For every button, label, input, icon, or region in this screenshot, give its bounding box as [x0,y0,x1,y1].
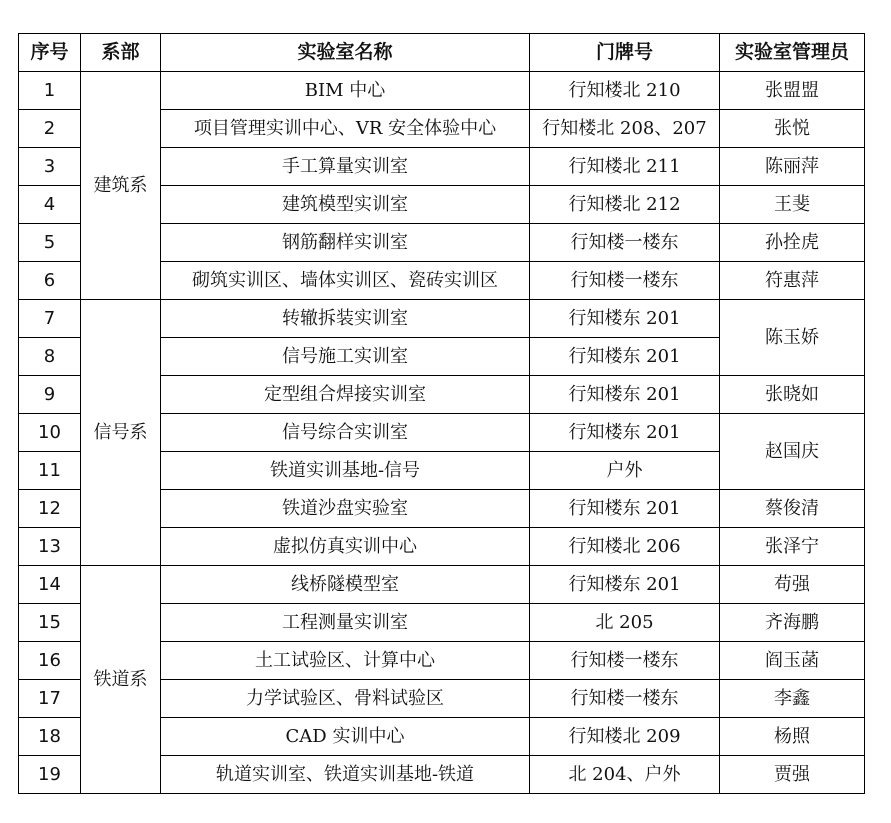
table-row [19,566,865,604]
lab-name-cell: 转辙拆装实训室 [161,300,530,338]
room-cell: 行知楼东 201 [530,414,720,452]
lab-name-cell: 土工试验区、计算中心 [161,642,530,680]
manager-cell: 阎玉菡 [720,642,865,680]
row-index: 9 [19,376,81,414]
lab-name-cell: 项目管理实训中心、VR 安全体验中心 [161,110,530,148]
manager-cell: 苟强 [720,566,865,604]
row-index: 13 [19,528,81,566]
row-index: 19 [19,756,81,794]
room-cell: 北 204、户外 [530,756,720,794]
lab-name-cell: 铁道实训基地-信号 [161,452,530,490]
manager-cell: 张晓如 [720,376,865,414]
lab-name-cell: 力学试验区、骨料试验区 [161,680,530,718]
lab-name-cell: 建筑模型实训室 [161,186,530,224]
row-index: 18 [19,718,81,756]
manager-cell: 张盟盟 [720,72,865,110]
lab-name-cell: 信号综合实训室 [161,414,530,452]
lab-name-cell: 工程测量实训室 [161,604,530,642]
row-index: 5 [19,224,81,262]
table-row [19,72,865,110]
lab-name-cell: BIM 中心 [161,72,530,110]
row-index: 6 [19,262,81,300]
row-index: 16 [19,642,81,680]
department-cell: 铁道系 [81,566,161,794]
lab-name-cell: 定型组合焊接实训室 [161,376,530,414]
manager-cell: 赵国庆 [720,414,865,490]
row-index: 8 [19,338,81,376]
row-index: 12 [19,490,81,528]
room-cell: 行知楼北 210 [530,72,720,110]
row-index: 1 [19,72,81,110]
manager-cell: 齐海鹏 [720,604,865,642]
manager-cell: 陈丽萍 [720,148,865,186]
lab-name-cell: 轨道实训室、铁道实训基地-铁道 [161,756,530,794]
header-index: 序号 [19,34,81,72]
row-index: 11 [19,452,81,490]
header-lab-name: 实验室名称 [161,34,530,72]
row-index: 2 [19,110,81,148]
room-cell: 行知楼北 208、207 [530,110,720,148]
lab-name-cell: 线桥隧模型室 [161,566,530,604]
header-manager: 实验室管理员 [720,34,865,72]
department-cell: 建筑系 [81,72,161,300]
manager-cell: 王斐 [720,186,865,224]
lab-name-cell: 虚拟仿真实训中心 [161,528,530,566]
row-index: 7 [19,300,81,338]
room-cell: 行知楼一楼东 [530,224,720,262]
lab-table [18,33,865,794]
manager-cell: 蔡俊清 [720,490,865,528]
lab-name-cell: 手工算量实训室 [161,148,530,186]
manager-cell: 张悦 [720,110,865,148]
row-index: 4 [19,186,81,224]
room-cell: 行知楼北 211 [530,148,720,186]
row-index: 3 [19,148,81,186]
room-cell: 行知楼东 201 [530,566,720,604]
room-cell: 行知楼东 201 [530,490,720,528]
lab-name-cell: 砌筑实训区、墙体实训区、瓷砖实训区 [161,262,530,300]
manager-cell: 贾强 [720,756,865,794]
row-index: 17 [19,680,81,718]
lab-name-cell: 信号施工实训室 [161,338,530,376]
manager-cell: 李鑫 [720,680,865,718]
lab-name-cell: 钢筋翻样实训室 [161,224,530,262]
header-row [19,34,865,72]
room-cell: 行知楼东 201 [530,300,720,338]
manager-cell: 符惠萍 [720,262,865,300]
room-cell: 行知楼北 212 [530,186,720,224]
room-cell: 北 205 [530,604,720,642]
room-cell: 户外 [530,452,720,490]
manager-cell: 张泽宁 [720,528,865,566]
room-cell: 行知楼一楼东 [530,680,720,718]
header-department: 系部 [81,34,161,72]
room-cell: 行知楼一楼东 [530,642,720,680]
row-index: 14 [19,566,81,604]
room-cell: 行知楼北 209 [530,718,720,756]
lab-name-cell: CAD 实训中心 [161,718,530,756]
manager-cell: 陈玉娇 [720,300,865,376]
room-cell: 行知楼北 206 [530,528,720,566]
header-room: 门牌号 [530,34,720,72]
room-cell: 行知楼东 201 [530,338,720,376]
row-index: 10 [19,414,81,452]
department-cell: 信号系 [81,300,161,566]
table-row [19,300,865,338]
lab-name-cell: 铁道沙盘实验室 [161,490,530,528]
room-cell: 行知楼东 201 [530,376,720,414]
row-index: 15 [19,604,81,642]
manager-cell: 杨照 [720,718,865,756]
manager-cell: 孙拴虎 [720,224,865,262]
room-cell: 行知楼一楼东 [530,262,720,300]
